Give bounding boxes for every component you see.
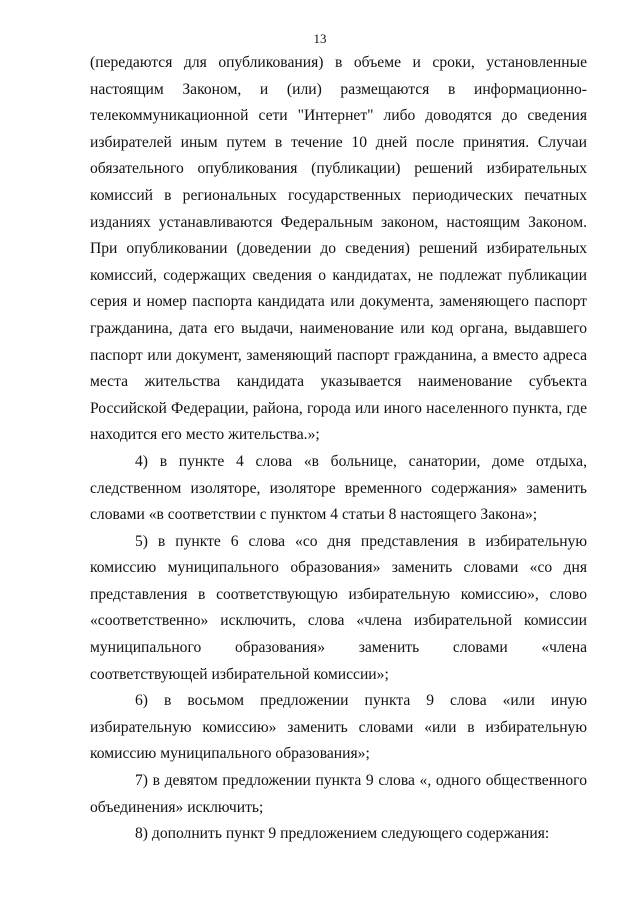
paragraph-item-8: 8) дополнить пункт 9 предложением следующего содержания: — [135, 825, 550, 843]
page-number: 13 — [313, 31, 327, 46]
document-body — [90, 50, 587, 848]
paragraph-item-7: 7) в девятом предложении пункта 9 слова «, одного общественного объединения» исключить; — [90, 772, 587, 816]
paragraph-item-5: 5) в пункте 6 слова «со дня представления в избирательную комиссию муниципального образования» заменить словами «со дня представления в соответствующую избирательную комиссию», слово «соответственно» исключить, слова «члена избирательной комиссии муниципального образования» заменить словами «члена соответствующей избирательной комиссии»; — [90, 532, 587, 683]
paragraph-item-4: 4) в пункте 4 слова «в больнице, санатории, доме отдыха, следственном изоляторе, изоляторе временного содержания» заменить словами «в соответствии с пунктом 4 статьи 8 настоящего Закона»; — [90, 452, 587, 524]
paragraph-continuation: (передаются для опубликования) в объеме и сроки, установленные настоящим Законом, и (или) размещаются в информационно-телекоммуникационной сети "Интернет" либо доводятся до сведения избирателей иным путем в течение 10 дней после принятия. Случаи обязательного опубликования (публикации) решений избирательных комиссий в региональных государственных периодических печатных изданиях устанавливаются Федеральным законом, настоящим Законом. При опубликовании (доведении до сведения) решений избирательных комиссий, содержащих сведения о кандидатах, не подлежат публикации серия и номер паспорта кандидата или документа, заменяющего паспорт гражданина, дата его выдачи, наименование или код органа, выдавшего паспорт или документ, заменяющий паспорт гражданина, а вместо адреса места жительства кандидата указывается наименование субъекта Российской Федерации, района, города или иного населенного пункта, где находится его место жительства.»; — [90, 54, 587, 444]
paragraph-item-6: 6) в восьмом предложении пункта 9 слова «или иную избирательную комиссию» заменить словами «или в избирательную комиссию муниципального образования»; — [90, 692, 587, 763]
